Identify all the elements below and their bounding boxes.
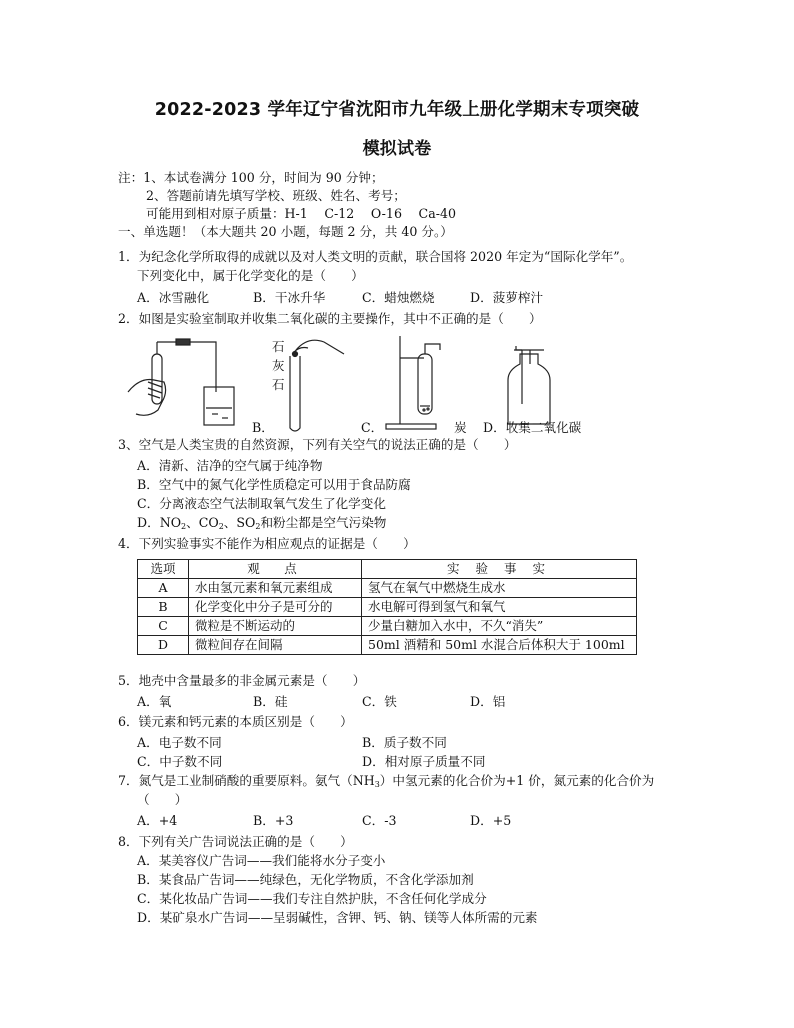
q3-d-part-3: 、SO — [223, 515, 256, 530]
q4-evidence-table — [137, 559, 637, 655]
header-viewpoint: 观 点 — [189, 560, 362, 579]
table-row — [138, 617, 637, 636]
q7-stem-line1 — [118, 773, 654, 793]
header-fact: 实 验 事 实 — [362, 560, 637, 579]
q1-option-b: B．干冰升华 — [253, 290, 326, 305]
header-option: 选项 — [138, 560, 189, 579]
q6-option-b: B．质子数不同 — [362, 735, 447, 750]
q2-figure-b-side-label — [272, 337, 286, 394]
q6-stem: 6．镁元素和钙元素的本质区别是（ ） — [118, 714, 353, 729]
table-row — [138, 636, 637, 655]
q3-d-part-4: 和粉尘都是空气污染物 — [260, 515, 387, 530]
q8-option-b: B．某食品广告词——纯绿色，无化学物质，不含化学添加剂 — [137, 872, 474, 887]
q1-stem-line2: 下列变化中，属于化学变化的是（ ） — [137, 268, 364, 283]
q7-sub: 3 — [374, 780, 380, 789]
q1-stem-line1: 1．为纪念化学所取得的成就以及对人类文明的贡献，联合国将 2020 年定为“国际化学年”。 — [118, 249, 633, 264]
q3-d-part-2: 、CO — [186, 515, 219, 530]
q5-option-d: D．铝 — [470, 694, 506, 709]
q6-option-c: C．中子数不同 — [137, 754, 223, 769]
q2-label-c: C． — [361, 420, 384, 435]
q6-option-a: A．电子数不同 — [137, 735, 222, 750]
cell-fact: 水电解可得到氢气和氧气 — [362, 598, 637, 617]
q5-option-a: A．氧 — [137, 694, 172, 709]
q4-stem: 4．下列实验事实不能作为相应观点的证据是（ ） — [118, 536, 416, 551]
q8-option-d: D．某矿泉水广告词——呈弱碱性，含钾、钙、钠、镁等人体所需的元素 — [137, 910, 538, 925]
q3-d-part-1: D．NO — [137, 515, 182, 530]
q3-option-a: A．清新、洁净的空气属于纯净物 — [137, 458, 323, 473]
q7-stem-line2: （ ） — [137, 792, 188, 807]
exam-title: 2022-2023 学年辽宁省沈阳市九年级上册化学期末专项突破 — [154, 100, 640, 120]
q7-part-2: ）中氢元素的化合价为+1 价，氮元素的化合价为 — [379, 773, 655, 788]
q7-option-c: C．-3 — [362, 813, 397, 828]
cell-viewpoint: 微粒间存在间隔 — [189, 636, 362, 655]
cell-viewpoint: 水由氢元素和氧元素组成 — [189, 579, 362, 598]
q1-option-d: D．菠萝榨汁 — [470, 290, 544, 305]
q7-option-a: A．+4 — [137, 813, 178, 828]
q3-d-sub-3: 2 — [255, 522, 261, 531]
cell-viewpoint: 微粒是不断运动的 — [189, 617, 362, 636]
q3-d-sub-2: 2 — [218, 522, 224, 531]
q5-option-b: B．硅 — [253, 694, 288, 709]
q3-stem: 3、空气是人类宝贵的自然资源，下列有关空气的说法正确的是（ ） — [118, 437, 517, 452]
q7-option-b: B．+3 — [253, 813, 294, 828]
q2-label-b: B． — [252, 420, 274, 435]
q1-option-a: A．冰雪融化 — [137, 290, 210, 305]
q3-option-b: B．空气中的氮气化学性质稳定可以用于食品防腐 — [137, 477, 411, 492]
cell-option: B — [138, 598, 189, 617]
table-row — [138, 579, 637, 598]
q2-stem: 2．如图是实验室制取并收集二氧化碳的主要操作，其中不正确的是（ ） — [118, 311, 542, 326]
side-char-2: 灰 — [272, 358, 285, 373]
q8-option-a: A．某美容仪广告词——我们能将水分子变小 — [137, 853, 386, 868]
side-char-3: 石 — [272, 377, 285, 392]
q1-option-c: C．蜡烛燃烧 — [362, 290, 435, 305]
q3-d-sub-1: 2 — [181, 522, 187, 531]
cell-fact: 50ml 酒精和 50ml 水混合后体积大于 100ml — [362, 636, 637, 655]
q7-part-1: 7．氮气是工业制硝酸的重要原料。氨气（NH — [118, 773, 375, 788]
cell-option: D — [138, 636, 189, 655]
q5-option-c: C．铁 — [362, 694, 397, 709]
q8-option-c: C．某化妆品广告词——我们专注自然护肤，不含任何化学成分 — [137, 891, 487, 906]
table-header-row — [138, 560, 637, 579]
cell-viewpoint: 化学变化中分子是可分的 — [189, 598, 362, 617]
note-2: 2、答题前请先填写学校、班级、姓名、考号； — [146, 188, 406, 203]
cell-option: A — [138, 579, 189, 598]
note-1: 注：1、本试卷满分 100 分，时间为 90 分钟； — [118, 170, 384, 185]
note-3: 可能用到相对原子质量：H-1 C-12 O-16 Ca-40 — [146, 206, 456, 221]
q5-stem: 5．地壳中含量最多的非金属元素是（ ） — [118, 673, 366, 688]
exam-subtitle: 模拟试卷 — [362, 139, 432, 159]
q3-option-d — [137, 515, 386, 535]
cell-fact: 氢气在氧气中燃烧生成水 — [362, 579, 637, 598]
cell-option: C — [138, 617, 189, 636]
q8-stem: 8．下列有关广告词说法正确的是（ ） — [118, 834, 353, 849]
add-limestone-illustration — [290, 340, 344, 431]
gas-collection-bottle-illustration — [508, 346, 550, 424]
q2-label-d: D．收集二氧化碳 — [483, 420, 582, 435]
section-heading: 一、单选题！（本大题共 20 小题，每题 2 分，共 40 分。） — [118, 224, 453, 239]
side-char-1: 石 — [272, 339, 285, 354]
airtightness-check-illustration — [128, 339, 234, 425]
q7-option-d: D．+5 — [470, 813, 512, 828]
table-row — [138, 598, 637, 617]
cell-fact: 少量白糖加入水中，不久“消失” — [362, 617, 637, 636]
q6-option-d: D．相对原子质量不同 — [362, 754, 486, 769]
q2-apparatus-figure — [118, 332, 678, 436]
q2-figure-c-side-label: 炭 — [454, 420, 467, 435]
q3-option-c: C．分离液态空气法制取氧气发生了化学变化 — [137, 496, 386, 511]
iron-stand-illustration — [386, 336, 440, 429]
